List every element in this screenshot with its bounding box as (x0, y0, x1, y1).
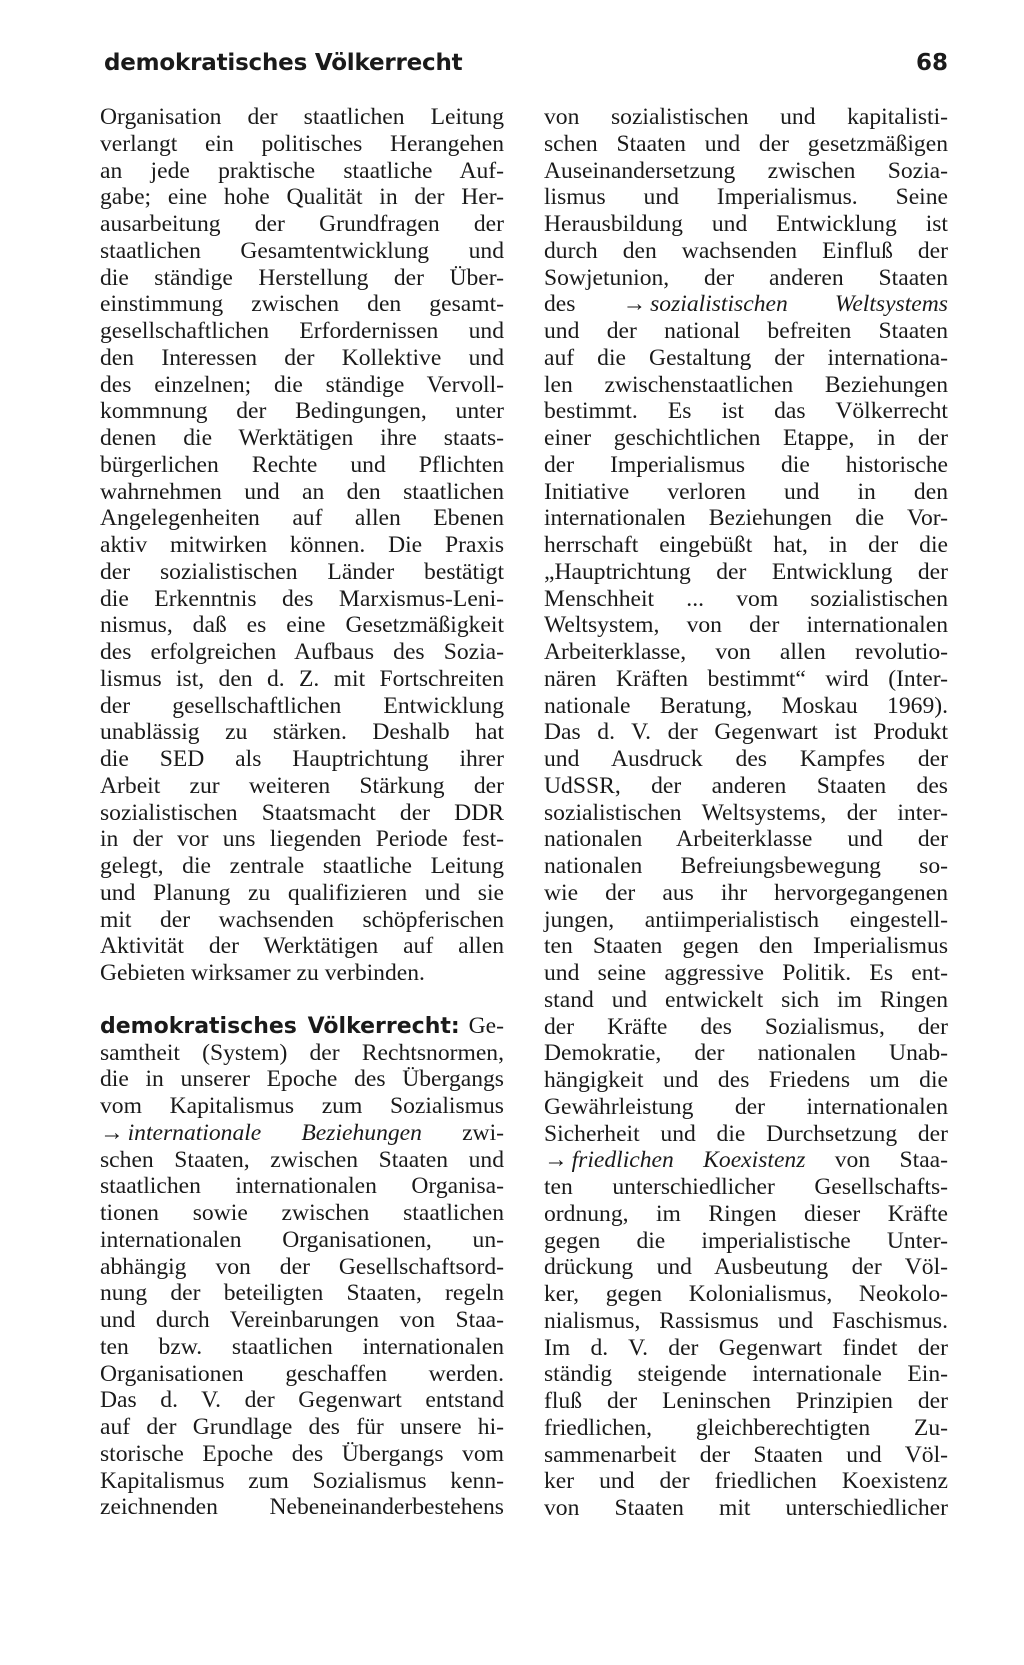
line-text: des (544, 291, 623, 318)
text-line: lismus ist, den d. Z. mit Fortschreiten (100, 665, 504, 692)
text-line: tionen sowie zwischen staatlichen (100, 1200, 504, 1226)
text-line: abhängig von der Gesellschaftsord- (100, 1253, 504, 1280)
text-line: unablässig zu stärken. Deshalb hat (100, 719, 504, 746)
text-line: von Staaten mit unterschiedlicher (544, 1495, 948, 1521)
text-line: Menschheit ... vom sozialistischen (544, 585, 948, 612)
cross-reference-line (544, 291, 948, 318)
text-line: „Hauptrichtung der Entwicklung der (544, 558, 948, 585)
text-line: storische Epoche des Übergangs vom (100, 1440, 504, 1467)
text-line: len zwischenstaatlichen Beziehungen (544, 371, 948, 398)
text-line: Kapitalismus zum Sozialismus kenn- (100, 1467, 504, 1494)
text-line: Demokratie, der nationalen Unab- (544, 1040, 948, 1067)
page-number: 68 (915, 50, 948, 76)
text-line: gabe; eine hohe Qualität in der Her- (100, 184, 504, 211)
text-line: Organisationen geschaffen werden. (100, 1360, 504, 1387)
text-line: der Imperialismus die historische (544, 451, 948, 478)
text-line: ten bzw. staatlichen internationalen (100, 1333, 504, 1360)
text-line: des einzelnen; die ständige Vervoll- (100, 371, 504, 398)
paragraph-continuation (100, 104, 504, 987)
text-line: durch den wachsenden Einfluß der (544, 237, 948, 264)
text-line: ordnung, im Ringen dieser Kräfte (544, 1200, 948, 1227)
text-line: von sozialistischen und kapitalisti- (544, 104, 948, 130)
text-line: auf der Grundlage des für unsere hi- (100, 1414, 504, 1440)
text-line: der gesellschaftlichen Entwicklung (100, 692, 504, 719)
text-line: nationalen Arbeiterklasse und der (544, 826, 948, 853)
text-line: die ständige Herstellung der Über- (100, 264, 504, 291)
cross-reference-friedliche-koexistenz[interactable]: friedlichen Koexistenz (571, 1147, 806, 1174)
text-line: ständig steigende internationale Ein- (544, 1361, 948, 1388)
line-text: zwi- (421, 1119, 504, 1146)
text-line: Im d. V. der Gegenwart findet der (544, 1334, 948, 1361)
text-line: Auseinandersetzung zwischen Sozia- (544, 157, 948, 184)
text-line: Gebieten wirksamer zu verbinden. (100, 960, 425, 986)
text-line: sozialistischen Staatsmacht der DDR (100, 799, 504, 826)
entry-lines (544, 318, 948, 1147)
text-line: einstimmung zwischen den gesamt- (100, 291, 504, 318)
text-line: ausarbeitung der Grundfragen der (100, 211, 504, 237)
line-text: von Staa- (805, 1147, 948, 1174)
text-line: vom Kapitalismus zum Sozialismus (100, 1093, 504, 1119)
text-line: Angelegenheiten auf allen Ebenen (100, 505, 504, 532)
text-line: der sozialistischen Länder bestätigt (100, 558, 504, 585)
text-line: die SED als Hauptrichtung ihrer (100, 746, 504, 772)
text-line: aktiv mitwirken können. Die Praxis (100, 532, 504, 558)
text-line: und der national befreiten Staaten (544, 318, 948, 344)
text-line: kommnung der Bedingungen, unter (100, 398, 504, 425)
text-line: der Kräfte des Sozialismus, der (544, 1013, 948, 1040)
text-line: zeichnenden Nebeneinanderbestehens (100, 1494, 504, 1521)
text-line: Organisation der staatlichen Leitung (100, 104, 504, 130)
text-line: internationalen Beziehungen die Vor- (544, 505, 948, 532)
text-line: ten unterschiedlicher Gesellschafts- (544, 1174, 948, 1200)
text-line: Initiative verloren und in den (544, 478, 948, 505)
entry-lines (100, 1147, 504, 1522)
entry-text: Ge- (459, 1012, 504, 1039)
text-line: Das d. V. der Gegenwart entstand (100, 1387, 504, 1414)
running-head: demokratisches Völkerrecht (104, 50, 463, 76)
text-line: gegen die imperialistische Unter- (544, 1227, 948, 1254)
text-line: jungen, antiimperialistisch eingestell- (544, 906, 948, 933)
text-line: auf die Gestaltung der internationa- (544, 344, 948, 371)
text-line: die in unserer Epoche des Übergangs (100, 1066, 504, 1093)
text-line: Gewährleistung der internationalen (544, 1093, 948, 1120)
text-line: Sicherheit und die Durchsetzung der (544, 1120, 948, 1147)
text-line: lismus und Imperialismus. Seine (544, 184, 948, 211)
text-line: ker, gegen Kolonialismus, Neokolo- (544, 1281, 948, 1307)
text-line: Arbeit zur weiteren Stärkung der (100, 772, 504, 799)
text-line: friedlichen, gleichberechtigten Zu- (544, 1414, 948, 1441)
text-line: stand und entwickelt sich im Ringen (544, 986, 948, 1013)
text-line: Arbeiterklasse, von allen revolutio- (544, 639, 948, 665)
text-line: und Planung zu qualifizieren und sie (100, 879, 504, 906)
text-line: denen die Werktätigen ihre staats- (100, 425, 504, 451)
text-line: Weltsystem, von der internationalen (544, 612, 948, 639)
cross-reference-internationale-beziehungen[interactable]: internationale Beziehungen (127, 1119, 422, 1146)
text-line: mit der wachsenden schöpferischen (100, 906, 504, 933)
text-line: verlangt ein politisches Herangehen (100, 130, 504, 157)
cross-reference-arrow-icon: → (100, 1119, 124, 1146)
text-line: nären Kräften bestimmt“ wird (Inter- (544, 665, 948, 692)
text-line: wahrnehmen und an den staatlichen (100, 478, 504, 505)
text-line: herrschaft eingebüßt hat, in der die (544, 532, 948, 558)
text-line: nialismus, Rassismus und Faschismus. (544, 1307, 948, 1334)
text-line: nismus, daß es eine Gesetzmäßigkeit (100, 612, 504, 639)
text-line: staatlichen internationalen Organisa- (100, 1173, 504, 1200)
cross-reference-sozialistisches-weltsystem[interactable]: sozialistischen Weltsystems (650, 291, 948, 318)
text-line: an jede praktische staatliche Auf- (100, 157, 504, 184)
text-line: fluß der Leninschen Prinzipien der (544, 1388, 948, 1414)
text-line: die Erkenntnis des Marxismus-Leni- (100, 585, 504, 612)
text-line: und seine aggressive Politik. Es ent- (544, 960, 948, 986)
text-line: nationalen Befreiungsbewegung so- (544, 853, 948, 879)
text-line: sozialistischen Weltsystems, der inter- (544, 799, 948, 826)
entry-lines (544, 104, 948, 291)
text-line: gesellschaftlichen Erfordernissen und (100, 318, 504, 344)
right-column (544, 104, 948, 1522)
text-line: sammenarbeit der Staaten und Völ- (544, 1441, 948, 1468)
text-line: UdSSR, der anderen Staaten des (544, 772, 948, 799)
paragraph-gap (100, 987, 504, 1013)
cross-reference-line (544, 1147, 948, 1174)
text-line: internationalen Organisationen, un- (100, 1226, 504, 1253)
text-line: Das d. V. der Gegenwart ist Produkt (544, 719, 948, 746)
left-column (100, 104, 504, 1521)
cross-reference-arrow-icon: → (622, 291, 647, 318)
text-line: schen Staaten, zwischen Staaten und (100, 1146, 504, 1173)
entry-lines (544, 1174, 948, 1522)
text-line: und Ausdruck des Kampfes der (544, 746, 948, 772)
text-line: samtheit (System) der Rechtsnormen, (100, 1039, 504, 1066)
text-line: Herausbildung und Entwicklung ist (544, 211, 948, 237)
text-line: einer geschichtlichen Etappe, in der (544, 425, 948, 451)
text-line: den Interessen der Kollektive und (100, 344, 504, 371)
text-line: staatlichen Gesamtentwicklung und (100, 237, 504, 264)
cross-reference-arrow-icon: → (544, 1147, 568, 1174)
text-line: gelegt, die zentrale staatliche Leitung (100, 853, 504, 879)
text-line: Aktivität der Werktätigen auf allen (100, 933, 504, 960)
text-line: ten Staaten gegen den Imperialismus (544, 933, 948, 960)
entry-demokratisches-voelkerrecht (100, 1013, 504, 1521)
text-line: des erfolgreichen Aufbaus des Sozia- (100, 639, 504, 665)
text-line: drückung und Ausbeutung der Völ- (544, 1254, 948, 1281)
text-line: Sowjetunion, der anderen Staaten (544, 264, 948, 291)
text-line: bestimmt. Es ist das Völkerrecht (544, 398, 948, 425)
text-line: schen Staaten und der gesetzmäßigen (544, 130, 948, 157)
entry-heading-line (100, 1013, 504, 1040)
text-line: und durch Vereinbarungen von Staa- (100, 1307, 504, 1333)
text-line: nationale Beratung, Moskau 1969). (544, 692, 948, 719)
text-line: wie der aus ihr hervorgegangenen (544, 879, 948, 906)
entry-term: demokratisches Völkerrecht: (100, 1013, 460, 1039)
text-line: bürgerlichen Rechte und Pflichten (100, 451, 504, 478)
text-line: hängigkeit und des Friedens um die (544, 1067, 948, 1093)
entry-lines (100, 1040, 504, 1120)
text-line: in der vor uns liegenden Periode fest- (100, 826, 504, 853)
cross-reference-line (100, 1120, 504, 1147)
text-line: ker und der friedlichen Koexistenz (544, 1468, 948, 1495)
text-line: nung der beteiligten Staaten, regeln (100, 1280, 504, 1307)
